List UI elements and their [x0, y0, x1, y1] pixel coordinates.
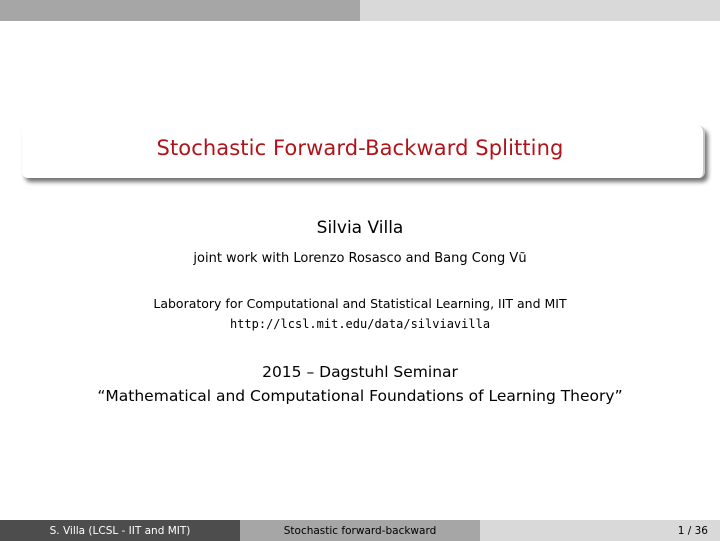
coauthors-line: joint work with Lorenzo Rosasco and Bang Cong Vũ	[193, 251, 527, 266]
homepage-link[interactable]: http://lcsl.mit.edu/data/silviavilla	[229, 317, 491, 331]
event-line: 2015 – Dagstuhl Seminar	[262, 363, 458, 381]
event-title: “Mathematical and Computational Foundations of Learning Theory”	[97, 387, 623, 405]
footer-bar	[0, 520, 720, 541]
header-navigation-bar	[0, 0, 720, 21]
affiliation: Laboratory for Computational and Statistical Learning, IIT and MIT	[153, 296, 567, 311]
header-bar-left-segment	[0, 0, 360, 21]
slide-title: Stochastic Forward-Backward Splitting	[156, 136, 564, 160]
footer-author: S. Villa (LCSL - IIT and MIT)	[0, 520, 240, 541]
header-bar-right-segment	[360, 0, 720, 21]
footer-page-number: 1 / 36	[480, 520, 720, 541]
footer-short-title: Stochastic forward-backward	[240, 520, 480, 541]
author-name: Silvia Villa	[316, 218, 404, 238]
